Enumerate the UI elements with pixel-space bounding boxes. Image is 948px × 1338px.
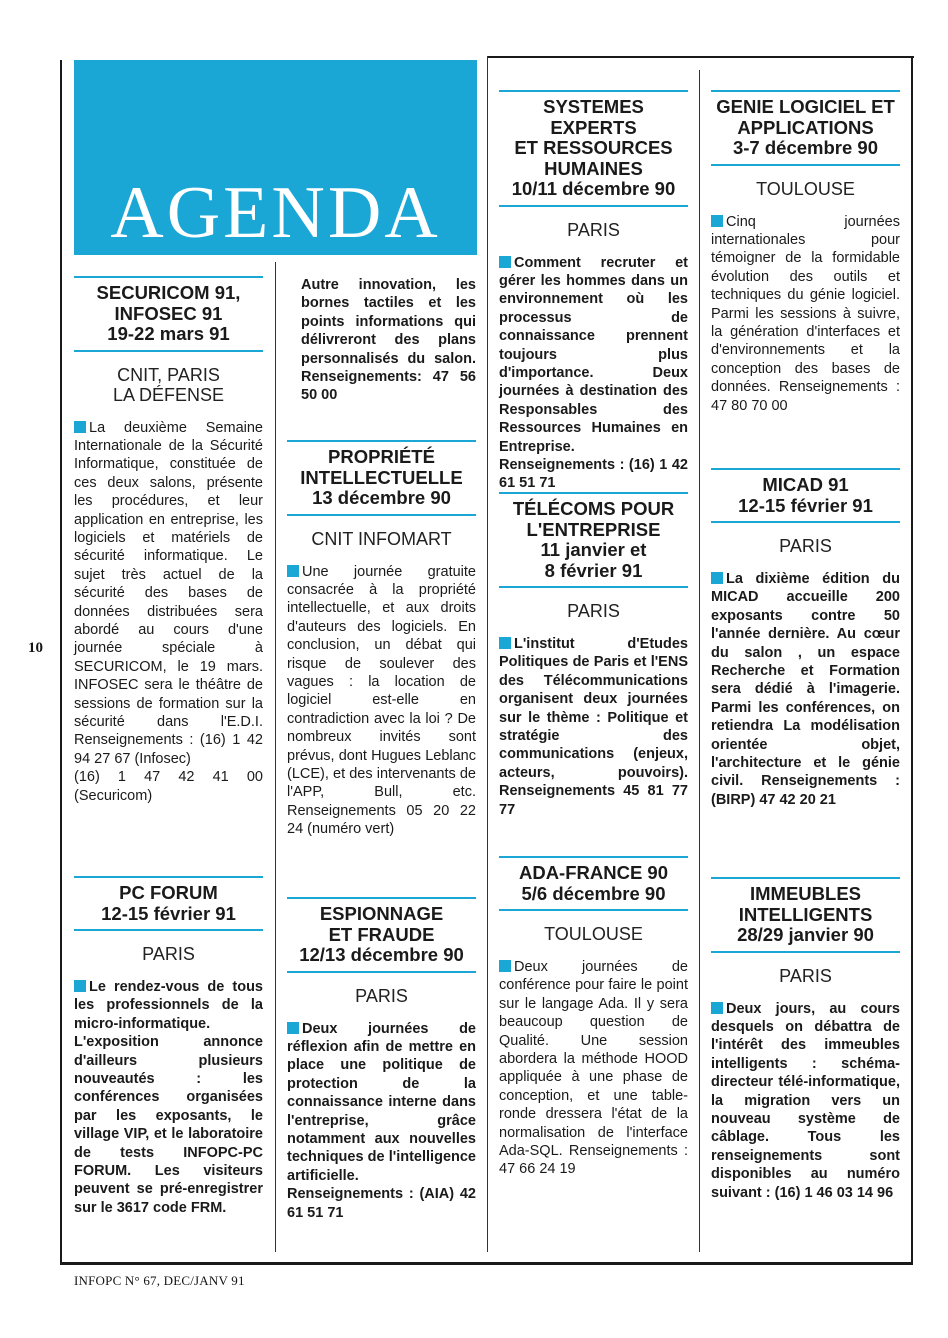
event-genie-logiciel xyxy=(711,90,900,415)
event-place: TOULOUSE xyxy=(544,924,643,944)
frame-bottom-rule xyxy=(60,1262,913,1265)
event-espionnage-fraude xyxy=(287,897,476,1222)
event-title: PC FORUM 12-15 février 91 xyxy=(101,882,236,924)
event-ada-france xyxy=(499,856,688,1179)
column-separator xyxy=(275,262,276,1252)
bullet-square-icon xyxy=(287,565,299,577)
event-body: La dixième édition du MICAD accueille 200 exposants contre 50 l'année dernière. Au cœur du salon , un espace Recherche et Formation sera dédié à l'imagerie. Parmi les conférences, on retiendra La modélisation orientée objet, l'architecture et le génie civil. Renseignements : (BIRP) 47 42 20 21 xyxy=(711,571,900,808)
column-separator xyxy=(699,70,700,1252)
event-body: Comment recruter et gérer les hommes dans un environnement où les processus de connaissance prennent toujours plus d'importance. Deux journées à destination des Responsables des Ressources Humaines en Entreprise. Renseignements : (16) 1 42 61 51 71 xyxy=(499,254,688,492)
pcforum-continuation: Autre innovation, les bornes tactiles et les points informations qui délivreront des plans personnalisés du salon. Renseignements: 47 56 50 00 xyxy=(301,277,476,404)
event-title: SECURICOM 91, INFOSEC 91 19-22 mars 91 xyxy=(96,282,241,344)
title-rule-bottom xyxy=(287,514,476,516)
bullet-square-icon xyxy=(499,960,511,972)
event-place: PARIS xyxy=(779,536,832,556)
event-title: MICAD 91 12-15 février 91 xyxy=(738,474,873,516)
event-body: L'institut d'Etudes Politiques de Paris et l'ENS des Télécommunications organisent deux journées sur le thème : Politique et stratégie des communications (enjeux, acteurs, pouvoirs). Renseignements 45 81 77 77 xyxy=(499,636,688,818)
event-place: PARIS xyxy=(567,601,620,621)
bullet-square-icon xyxy=(74,980,86,992)
event-body: La deuxième Semaine Internationale de la Sécurité Informatique, constituée de ces deux salons, présente les procédures, et leur application en entreprise, les logiciels et matériels de sécurité informatique. Le sujet très actuel de la sécurité des bases de données distribuées sera abordé au cours d'une journée spéciale à SECURICOM, le 19 mars. INFOSEC sera le théâtre de sessions de formation sur la sécurité dans l'E.D.I. Renseignements : (16) 1 42 94 27 67 (Infosec) (16) 1 47 42 41 00 (Securicom) xyxy=(74,419,263,804)
frame-right-rule xyxy=(911,56,913,1264)
title-rule-bottom xyxy=(499,205,688,207)
bullet-square-icon xyxy=(711,572,723,584)
event-title: PROPRIÉTÉ INTELLECTUELLE 13 décembre 90 xyxy=(300,446,463,508)
event-place: PARIS xyxy=(779,965,832,986)
bullet-square-icon xyxy=(499,637,511,649)
event-title: GENIE LOGICIEL ET APPLICATIONS 3-7 décembre 90 xyxy=(716,96,895,158)
bullet-square-icon xyxy=(711,215,723,227)
title-rule-bottom xyxy=(711,521,900,523)
title-rule-bottom xyxy=(711,164,900,166)
bullet-square-icon xyxy=(74,421,86,433)
event-place: TOULOUSE xyxy=(756,178,855,199)
banner-title: AGENDA xyxy=(110,172,441,254)
event-place: CNIT, PARIS LA DÉFENSE xyxy=(112,364,225,405)
event-place: PARIS xyxy=(567,219,620,240)
title-rule-bottom xyxy=(287,971,476,973)
column-separator xyxy=(487,56,488,1252)
title-rule-bottom xyxy=(499,909,688,911)
event-immeubles-intelligents xyxy=(711,877,900,1202)
event-propriete-intellectuelle xyxy=(287,440,476,839)
bullet-square-icon xyxy=(711,1002,723,1014)
event-title: TÉLÉCOMS POUR L'ENTREPRISE 11 janvier et 8 février 91 xyxy=(512,498,675,581)
event-title: IMMEUBLES INTELLIGENTS 28/29 janvier 90 xyxy=(737,883,874,945)
event-securicom xyxy=(74,276,263,805)
event-body: Deux jours, au cours desquels on débattra de l'intérêt des immeubles intelligents : schéma-directeur télé-informatique, la migration vers un nouveau système de câblage. Tous les renseignements sont disponibles au numéro suivant : (16) 1 46 03 14 96 xyxy=(711,1000,900,1201)
title-rule-bottom xyxy=(74,929,263,931)
event-body: Le rendez-vous de tous les professionnels de la micro-informatique. L'exposition annonce d'ailleurs plusieurs nouveautés : les conférences organisées par les exposants, le village VIP, et le laboratoire de tests INFOPC-PC FORUM. Les visiteurs peuvent se pré-enregistrer sur le 3617 code FRM. xyxy=(74,979,263,1216)
event-body: Une journée gratuite consacrée à la propriété intellectuelle, et aux droits d'auteurs des logiciels. En conclusion, un débat qui risque de soulever des vagues : la location de logiciel est-elle en contradiction avec la loi ? De nombreux invités sont prévus, dont Hugues Leblanc (LCE), et des intervenants de l'APP, Bull, etc. Renseignements 05 20 22 24 (numéro vert) xyxy=(287,563,476,838)
bullet-square-icon xyxy=(287,1022,299,1034)
event-title: SYSTEMES EXPERTS ET RESSOURCES HUMAINES 10/11 décembre 90 xyxy=(511,96,676,199)
frame-left-rule xyxy=(60,60,62,1264)
event-body: Cinq journées internationales pour témoigner de la formidable évolution des outils et techniques du génie logiciel. Parmi les sessions à suivre, la génération d'interfaces et d'environnements et la conception des bases de données. Renseignements : 47 80 70 00 xyxy=(711,213,900,414)
footer-issue: INFOPC N° 67, DEC/JANV 91 xyxy=(74,1273,245,1288)
title-rule-bottom xyxy=(74,350,263,352)
event-micad xyxy=(711,468,900,809)
event-place: CNIT INFOMART xyxy=(311,528,452,549)
event-pcforum xyxy=(74,876,263,1217)
page-number: 10 xyxy=(28,640,43,656)
event-body: Deux journées de réflexion afin de mettre en place une politique de protection de la connaissance interne dans l'entreprise, grâce notamment aux nouvelles techniques de l'intelligence artificielle. Renseignements : (AIA) 42 61 51 71 xyxy=(287,1020,476,1221)
event-title: ADA-FRANCE 90 5/6 décembre 90 xyxy=(518,862,669,904)
event-title: ESPIONNAGE ET FRAUDE 12/13 décembre 90 xyxy=(299,903,464,965)
event-body: Deux journées de conférence pour faire le point sur le langage Ada. Il y sera beaucoup question de Qualité. Une session abordera la méthode HOOD appliquée à une phase de conception, et une table-ronde dressera l'état de la normalisation de l'interface Ada-SQL. Renseignements : 47 66 24 19 xyxy=(499,959,688,1178)
title-rule-bottom xyxy=(499,586,688,588)
bullet-square-icon xyxy=(499,256,511,268)
agenda-banner xyxy=(74,60,477,255)
frame-top-rule xyxy=(487,56,914,58)
event-systemes-experts xyxy=(499,90,688,493)
title-rule-bottom xyxy=(711,951,900,953)
event-telecoms-entreprise xyxy=(499,492,688,819)
event-place: PARIS xyxy=(142,944,195,964)
event-place: PARIS xyxy=(355,985,408,1006)
